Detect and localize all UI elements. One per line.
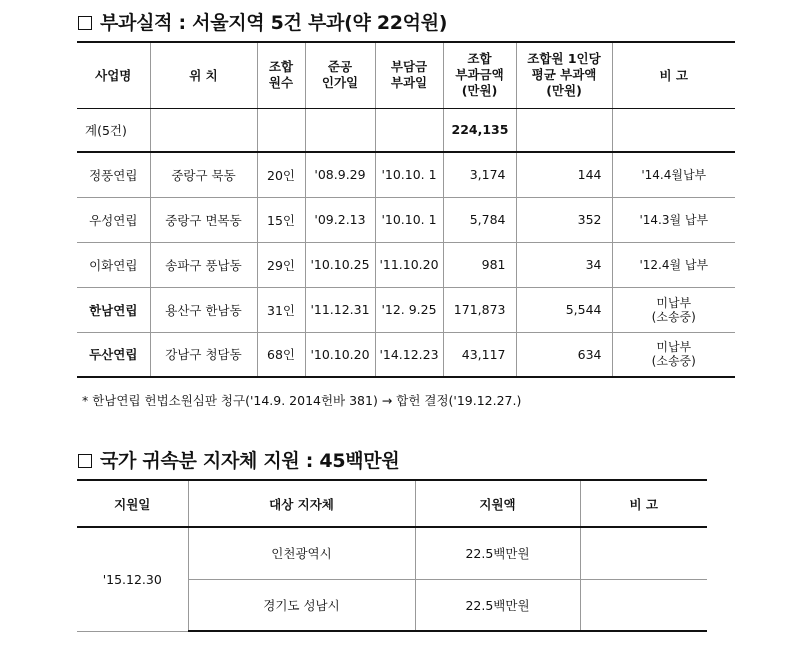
section1-title	[78, 8, 447, 35]
remark-line: 미납부	[656, 295, 692, 310]
header-cell: 대상 지자체	[188, 480, 415, 527]
project-name: 우성연립	[77, 197, 150, 242]
member-count: 15인	[257, 197, 305, 242]
avg-levy: 144	[516, 152, 612, 197]
total-row	[77, 108, 735, 152]
location: 중랑구 면목동	[150, 197, 257, 242]
remark-line: (소송중)	[651, 309, 696, 324]
support-date: '15.12.30	[77, 527, 188, 631]
header-line: 조합	[467, 51, 492, 67]
header-cell	[375, 42, 443, 108]
header-cell: 위 치	[150, 42, 257, 108]
completion-date: '09.2.13	[305, 197, 375, 242]
table-header-row	[77, 480, 707, 527]
completion-date: '10.10.25	[305, 242, 375, 287]
header-line: (만원)	[546, 83, 582, 99]
empty-cell	[612, 108, 735, 152]
table-row	[77, 242, 735, 287]
header-line: 조합	[268, 59, 294, 75]
table-header-row	[77, 42, 735, 108]
avg-levy: 352	[516, 197, 612, 242]
levy-amount: 43,117	[443, 332, 516, 377]
header-cell	[305, 42, 375, 108]
empty-cell	[516, 108, 612, 152]
header-cell	[443, 42, 516, 108]
levy-amount: 3,174	[443, 152, 516, 197]
local-gov-support-table	[77, 479, 707, 632]
remark-line: '14.4월납부	[641, 167, 707, 182]
remark	[612, 332, 735, 377]
completion-date: '10.10.20	[305, 332, 375, 377]
remark	[612, 197, 735, 242]
levy-amount: 981	[443, 242, 516, 287]
location: 송파구 풍납동	[150, 242, 257, 287]
support-amount: 22.5백만원	[415, 579, 580, 631]
location: 강남구 청담동	[150, 332, 257, 377]
support-target: 경기도 성남시	[188, 579, 415, 631]
project-name: 한남연립	[77, 287, 150, 332]
header-line: 평균 부과액	[531, 67, 597, 83]
header-cell: 사업명	[77, 42, 150, 108]
levy-date: '14.12.23	[375, 332, 443, 377]
table-row	[77, 527, 707, 579]
header-line: 준공	[327, 59, 353, 75]
member-count: 29인	[257, 242, 305, 287]
completion-date: '11.12.31	[305, 287, 375, 332]
levy-date: '12. 9.25	[375, 287, 443, 332]
support-note	[580, 527, 707, 579]
remark	[612, 242, 735, 287]
remark-line: (소송중)	[651, 354, 696, 369]
levy-date: '11.10.20	[375, 242, 443, 287]
support-target: 인천광역시	[188, 527, 415, 579]
levy-amount: 5,784	[443, 197, 516, 242]
header-cell	[257, 42, 305, 108]
remark	[612, 287, 735, 332]
checkbox-square-icon	[78, 16, 92, 30]
member-count: 68인	[257, 332, 305, 377]
empty-cell	[150, 108, 257, 152]
section1-title-text: 부과실적 : 서울지역 5건 부과(약 22억원)	[100, 12, 448, 34]
header-line: (만원)	[461, 83, 498, 99]
project-name: 이화연립	[77, 242, 150, 287]
levy-amount: 171,873	[443, 287, 516, 332]
empty-cell	[305, 108, 375, 152]
section2-title-text: 국가 귀속분 지자체 지원 : 45백만원	[100, 450, 400, 472]
member-count: 31인	[257, 287, 305, 332]
remark-line: '14.3월 납부	[639, 212, 709, 227]
avg-levy: 634	[516, 332, 612, 377]
location: 중랑구 묵동	[150, 152, 257, 197]
completion-date: '08.9.29	[305, 152, 375, 197]
table-row	[77, 152, 735, 197]
levy-results-table	[77, 41, 735, 378]
header-line: 원수	[268, 75, 294, 91]
empty-cell	[375, 108, 443, 152]
header-line: 조합원 1인당	[527, 51, 601, 67]
section2-title	[78, 446, 399, 473]
table-row	[77, 197, 735, 242]
empty-cell	[257, 108, 305, 152]
avg-levy: 34	[516, 242, 612, 287]
support-note	[580, 579, 707, 631]
footnote: * 한남연립 헌법소원심판 청구('14.9. 2014헌바 381) → 합헌 결정('19.12.27.)	[82, 393, 522, 408]
member-count: 20인	[257, 152, 305, 197]
header-line: 인가일	[321, 75, 359, 91]
avg-levy: 5,544	[516, 287, 612, 332]
header-line: 부과일	[390, 75, 428, 91]
header-cell: 지원액	[415, 480, 580, 527]
header-cell: 지원일	[77, 480, 188, 527]
remark-line: 미납부	[656, 340, 692, 355]
project-name: 정풍연립	[77, 152, 150, 197]
header-line: 부담금	[390, 59, 428, 75]
header-cell	[516, 42, 612, 108]
table-row	[77, 287, 735, 332]
remark	[612, 152, 735, 197]
levy-date: '10.10. 1	[375, 152, 443, 197]
header-cell: 비 고	[612, 42, 735, 108]
header-line: 부과금액	[455, 67, 504, 83]
total-label: 계(5건)	[77, 108, 150, 152]
checkbox-square-icon	[78, 454, 92, 468]
table-row	[77, 332, 735, 377]
total-amount: 224,135	[443, 108, 516, 152]
support-amount: 22.5백만원	[415, 527, 580, 579]
remark-line: '12.4월 납부	[639, 257, 709, 272]
location: 용산구 한남동	[150, 287, 257, 332]
levy-date: '10.10. 1	[375, 197, 443, 242]
project-name: 두산연립	[77, 332, 150, 377]
header-cell: 비 고	[580, 480, 707, 527]
